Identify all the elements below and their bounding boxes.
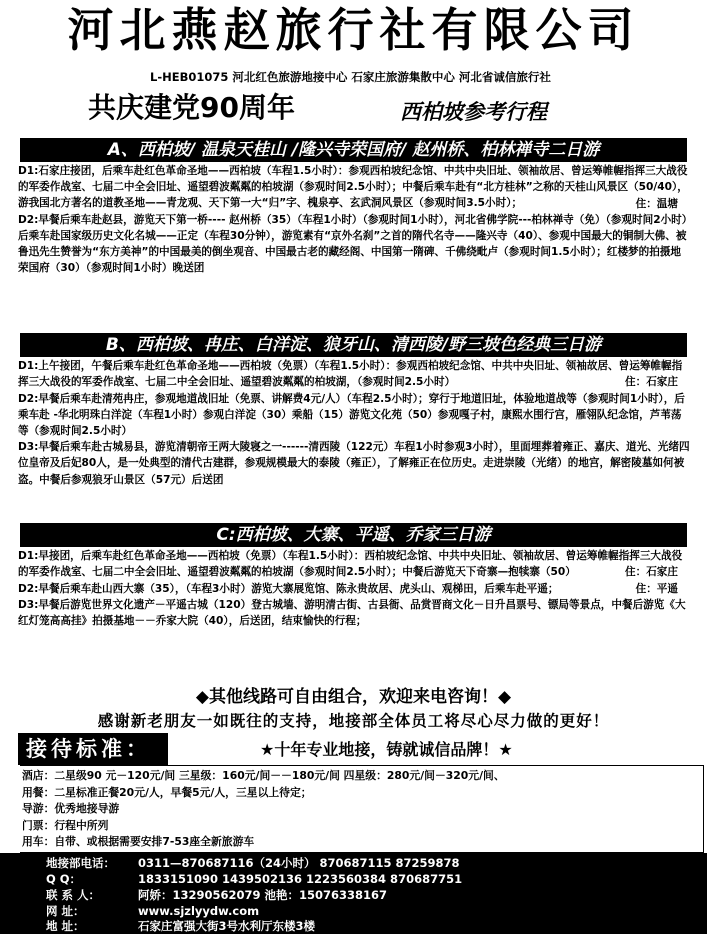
route-c-day3: D3:早餐后游览世界文化遗产－平遥古城（120）登古城墙、游明清古街、古县衙、品赏晋商文化－日升昌票号、镖局等景点，中餐后游览《大红灯笼高高挂》拍摄基地－－乔家大院（40），后送团，结束愉快的行程； xyxy=(18,599,686,628)
route-a-day2: D2:早餐后乘车赴赵县，游览天下第一桥---- 赵州桥（35）（车程1小时）（参观时间1小时），河北省佛学院---柏林禅寺（免）（参观时间2小时）后乘车赴国家级历史文化名城——正定（车程30分钟），游览素有“京外名刹”之首的隋代名寺——隆兴寺（40）、参观中国最大的铜制大佛、被鲁迅先生赞誉为“东方美神”的中国最美的倒坐观音、中国最古老的藏经阁、中国第一隋碑、千佛绕毗卢（参观时间1.5小时）；红楼梦的拍摄地荣国府（30）（参观时间1小时）晚送团 xyxy=(18,213,688,275)
headline: 共庆建党90周年 xyxy=(88,91,295,124)
website-link[interactable]: www.sjzlyydw.com xyxy=(138,904,260,918)
route-a-day1: D1:石家庄接团，后乘车赴红色革命圣地——西柏坡（车程1.5小时）：参观西柏坡纪念馆、中共中央旧址、领袖故居、曾运筹帷幄指挥三大战役的军委作战室、七届二中全会旧址、遥望碧波粼粼的柏坡湖（参观时间2.5小时）；中餐后乘车赴有“北方桂林”之称的天桂山风景区（50/40），游我国北方著名的道教圣地——青龙观、天下第一大“归”字、槐泉亭、玄武洞风景区（参观时间3.5小时）； xyxy=(18,165,688,210)
combine-line: ◆其他线路可自由组合，欢迎来电咨询！◆ xyxy=(195,687,512,707)
route-c-day2: D2:早餐后乘车赴山西大寨（35），（车程3小时）游览大寨展览馆、陈永贵故居、虎头山、观梯田，后乘车赴平遥； xyxy=(18,582,559,595)
route-b-day3: D3:早餐后乘车赴古城易县，游览清朝帝王两大陵寝之一------清西陵（122元）车程1小时参观3小时），里面埋葬着雍正、嘉庆、道光、光绪四位皇帝及后妃80人，是一处典型的清代古建群，参观规模最大的泰陵（雍正），了解雍正在位历史。走进崇陵（光绪）的地宫，解密陵墓如何被盗。中餐后参观狼牙山景区（57元）后送团 xyxy=(18,441,690,486)
persons: 阿娇：13290562079 池艳：15076338167 xyxy=(138,888,388,902)
phone-label: 地接部电话： xyxy=(46,856,115,870)
contact-footer xyxy=(0,853,707,934)
standard-hotel: 酒店：二星级90 元－120元/间 三星级：160元/间－－180元/间 四星级：280元/间－320元/间、 xyxy=(22,769,505,782)
route-c-title: C:西柏坡、大寨、平遥、乔家三日游 xyxy=(20,523,687,547)
route-a-end: 住：温塘 xyxy=(635,197,678,210)
web-row xyxy=(46,903,259,919)
person-row xyxy=(46,887,387,903)
qq-row xyxy=(46,871,462,887)
thanks-line: 感谢新老朋友一如既往的支持，地接部全体员工将尽心尽力做的更好！ xyxy=(97,712,610,730)
standards-slogan: ★十年专业地接，铸就诚信品牌！★ xyxy=(260,740,513,759)
standards-title: 接待标准： xyxy=(18,733,168,765)
route-c-day2-end: 住：平遥 xyxy=(635,582,678,595)
standard-car: 用车：自带、或根据需要安排7-53座全新旅游车 xyxy=(22,835,255,849)
web-label: 网 址： xyxy=(46,904,85,918)
company-name: 河北燕赵旅行社有限公司 xyxy=(67,3,640,57)
address: 石家庄富强大街3号水利厅东楼3楼 xyxy=(138,919,316,933)
standard-ticket: 门票：行程中所列 xyxy=(22,818,109,832)
route-c-day1: D1:早接团，后乘车赴红色革命圣地——西柏坡（免票）（车程1.5小时）：西柏坡纪念馆、中共中央旧址、领袖故居、曾运筹帷幄指挥三大战役的军委作战室、七届二中全会旧址、遥望碧波粼粼的柏坡湖（参观时间2.5小时）；中餐后游览天下奇寨—抱犊寨（50） xyxy=(18,550,683,579)
route-b-day2: D2:早餐后乘车赴清苑冉庄，参观地道战旧址（免票、讲解费4元/人）（车程2.5小时）；穿行于地道旧址，体验地道战等（参观时间1小时），后乘车赴 -华北明珠白洋淀（车程1小时）参观白洋淀（30）乘船（15）游览文化苑（50）参观嘎子村，康熙水围行宫，雁翎队纪念馆，芦苇荡等（参观时间2.5小时） xyxy=(18,392,685,438)
license-line: L-HEB01075 河北红色旅游地接中心 石家庄旅游集散中心 河北省诚信旅行社 xyxy=(150,70,551,84)
qq-numbers: 1833151090 1439502136 1223560384 870687751 xyxy=(138,872,463,886)
route-b-day1-end: 住：石家庄 xyxy=(625,376,678,389)
phones: 0311—870687116（24小时） 870687115 87259878 xyxy=(138,856,460,870)
route-b xyxy=(18,358,690,488)
qq-label: Q Q： xyxy=(46,872,82,886)
phone-row xyxy=(46,855,460,871)
route-b-title: B、西柏坡、冉庄、白洋淀、狼牙山、清西陵/野三坡色经典三日游 xyxy=(20,333,687,357)
person-label: 联 系 人： xyxy=(46,888,101,902)
address-label: 地 址： xyxy=(46,919,85,933)
standard-meal: 用餐：二星标准正餐20元/人，早餐5元/人，三星以上待定； xyxy=(22,785,312,799)
route-c-day1-end: 住：石家庄 xyxy=(625,566,678,579)
route-a-title: A、西柏坡/ 温泉天桂山 /隆兴寺荣国府/ 赵州桥、柏林禅寺二日游 xyxy=(20,138,687,162)
standards-list xyxy=(22,768,702,851)
address-row xyxy=(46,918,315,934)
headline-sub: 西柏坡参考行程 xyxy=(400,100,547,124)
route-b-day1: D1:上午接团，午餐后乘车赴红色革命圣地——西柏坡（免票）（车程1.5小时）：参观西柏坡纪念馆、中共中央旧址、领袖故居、曾运筹帷幄指挥三大战役的军委作战室、七届二中全会旧址、遥望碧波粼粼的柏坡湖，（参观时间2.5小时） xyxy=(18,360,683,389)
standard-guide: 导游：优秀地接导游 xyxy=(22,802,120,816)
route-c xyxy=(18,548,690,629)
route-a xyxy=(18,163,690,277)
